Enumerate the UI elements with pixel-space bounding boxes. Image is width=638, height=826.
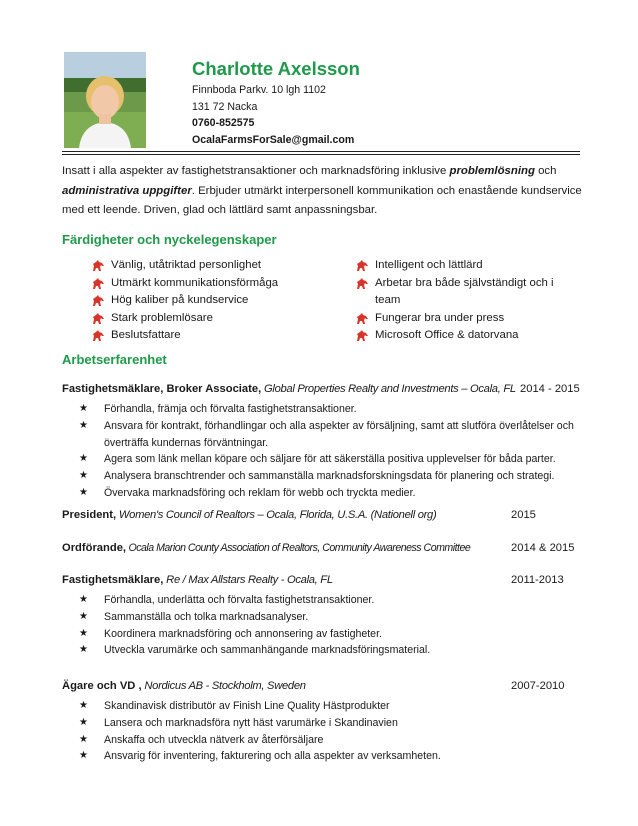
job-bullet: ★ Ansvarig för inventering, fakturering och alla aspekter av verksamheten. bbox=[62, 748, 574, 765]
star-icon: ★ bbox=[79, 716, 88, 728]
phone-number: 0760-852575 bbox=[192, 117, 255, 130]
job-organization: Global Properties Realty and Investments – Ocala, FL bbox=[261, 383, 516, 395]
star-icon: ★ bbox=[79, 486, 88, 498]
skill-item: Intelligent och lättlärd bbox=[356, 257, 581, 275]
skill-item: Stark problemlösare bbox=[92, 310, 342, 328]
star-icon: ★ bbox=[79, 403, 88, 414]
skill-item: Utmärkt kommunikationsförmåga bbox=[92, 275, 342, 293]
job-bullet: ★ Sammanställa och tolka marknadsanalyser. bbox=[62, 609, 574, 626]
job-organization: Nordicus AB - Stockholm, Sweden bbox=[141, 680, 306, 692]
job-organization: Re / Max Allstars Realty - Ocala, FL bbox=[163, 574, 333, 586]
job-bullet: ★ Ansvara för kontrakt, förhandlingar och alla aspekter av försäljning, samt att slutföra överlåtelser och överträffa kundernas förväntningar. bbox=[79, 419, 574, 449]
skill-item: Arbetar bra både självständigt och i team bbox=[356, 275, 581, 310]
skill-item: Vänlig, utåtriktad personlighet bbox=[92, 257, 342, 275]
summary-text-2: och bbox=[534, 165, 557, 177]
summary-emphasis-2: administrativa uppgifter bbox=[62, 184, 192, 197]
skills-list-right bbox=[356, 257, 581, 345]
experience-heading: Arbetserfarenhet bbox=[62, 352, 167, 367]
email-address: OcalaFarmsForSale@gmail.com bbox=[192, 133, 355, 146]
star-icon: ★ bbox=[79, 610, 88, 622]
star-icon: ★ bbox=[79, 750, 88, 762]
horse-icon bbox=[356, 278, 369, 296]
job-bullet: ★ Övervaka marknadsföring och reklam för webb och tryckta medier. bbox=[62, 485, 574, 502]
skill-item: Hög kaliber på kundservice bbox=[92, 292, 342, 310]
address-line-2: 131 72 Nacka bbox=[192, 100, 258, 113]
star-icon: ★ bbox=[79, 627, 88, 639]
job-entry bbox=[62, 574, 582, 659]
star-icon: ★ bbox=[79, 419, 88, 431]
header-divider-bottom bbox=[62, 154, 580, 155]
star-icon: ★ bbox=[79, 733, 88, 745]
horse-icon bbox=[92, 330, 105, 348]
profile-photo bbox=[64, 52, 146, 148]
job-bullet: ★ Analysera branschtrender och sammanställa marknadsforskningsdata för planering och strategi. bbox=[62, 468, 574, 485]
job-bullet: ★ Agera som länk mellan köpare och säljare för att säkerställa positiva upplevelser för båda parter. bbox=[62, 451, 574, 468]
job-entry bbox=[62, 542, 582, 560]
summary-emphasis-1: problemlösning bbox=[449, 165, 535, 177]
star-icon: ★ bbox=[79, 644, 88, 656]
job-bullet: ★ Lansera och marknadsföra nytt häst varumärke i Skandinavien bbox=[62, 715, 574, 732]
profile-summary bbox=[62, 162, 582, 221]
header-divider-top bbox=[62, 151, 580, 152]
job-bullet: ★ Skandinavisk distributör av Finish Line Quality Hästprodukter bbox=[62, 698, 574, 715]
horse-icon bbox=[356, 330, 369, 348]
job-title: President, bbox=[62, 509, 117, 521]
skill-item: Beslutsfattare bbox=[92, 327, 342, 345]
job-title: Ägare och VD , bbox=[62, 680, 142, 692]
skill-item: Fungerar bra under press bbox=[356, 310, 581, 328]
contact-block bbox=[192, 82, 354, 148]
job-organization: Ocala Marion County Association of Realtors, Community Awareness Committee bbox=[126, 542, 471, 554]
skills-heading: Färdigheter och nyckelegenskaper bbox=[62, 232, 277, 247]
job-entry bbox=[62, 509, 582, 527]
star-icon: ★ bbox=[79, 594, 88, 605]
job-dates: 2011-2013 bbox=[511, 574, 564, 586]
summary-text-1: Insatt i alla aspekter av fastighetstransaktioner och marknadsföring inklusive bbox=[62, 165, 450, 177]
star-icon: ★ bbox=[79, 700, 88, 711]
job-dates: 2007-2010 bbox=[511, 680, 565, 692]
job-dates: 2015 bbox=[511, 509, 536, 521]
skills-list-left bbox=[92, 257, 342, 345]
job-entry bbox=[62, 383, 582, 502]
address-line-1: Finnboda Parkv. 10 lgh 1102 bbox=[192, 84, 326, 96]
job-entry bbox=[62, 680, 582, 765]
summary-text-3: . Erbjuder utmärkt interpersonell kommunikation och enastående kundservice med ett leende. Driven, glad och lättlärd samt anpassningsbar. bbox=[62, 184, 582, 217]
skill-item: Microsoft Office & datorvana bbox=[356, 327, 581, 345]
candidate-name: Charlotte Axelsson bbox=[192, 58, 360, 79]
job-dates: 2014 & 2015 bbox=[511, 542, 575, 554]
star-icon: ★ bbox=[79, 470, 88, 482]
job-bullet: ★ Förhandla, underlätta och förvalta fastighetstransaktioner. bbox=[62, 592, 574, 609]
star-icon: ★ bbox=[79, 453, 88, 465]
job-bullet: ★ Anskaffa och utveckla nätverk av återförsäljare bbox=[62, 732, 574, 749]
job-bullet: ★ Förhandla, främja och förvalta fastighetstransaktioner. bbox=[62, 401, 574, 418]
job-organization: Women's Council of Realtors – Ocala, Florida, U.S.A. (Nationell org) bbox=[116, 509, 437, 521]
job-bullet: ★ Utveckla varumärke och sammanhängande marknadsföringsmaterial. bbox=[62, 642, 574, 659]
job-title: Fastighetsmäklare, bbox=[62, 574, 164, 586]
job-title: Ordförande, bbox=[62, 542, 127, 554]
job-dates: 2014 - 2015 bbox=[520, 383, 580, 395]
job-title: Fastighetsmäklare, Broker Associate, bbox=[62, 383, 262, 395]
job-bullet: ★ Koordinera marknadsföring och annonsering av fastigheter. bbox=[62, 626, 574, 643]
